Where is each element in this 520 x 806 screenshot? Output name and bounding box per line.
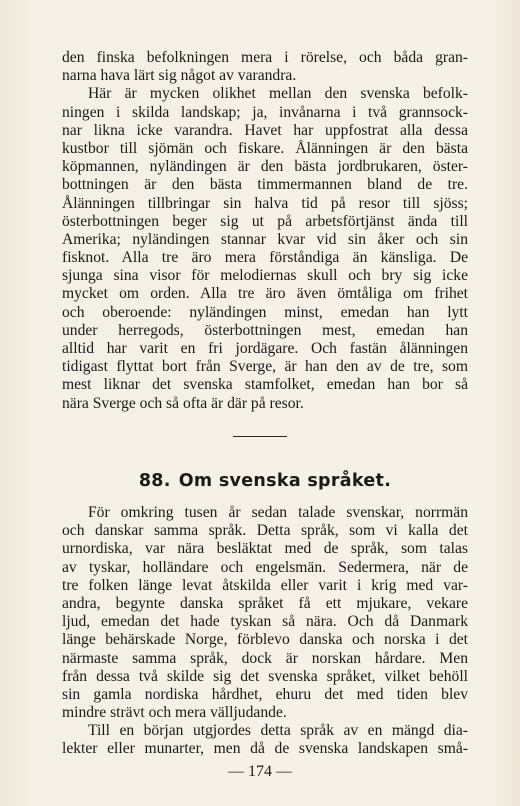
- text-line: närmaste samma språk, dock är norskan hårdare. Men: [62, 649, 468, 667]
- text-line: sin gamla nordiska hårdhet, ehuru det med tiden blev: [62, 685, 468, 703]
- text-line: från dessa två skilde sig det svenska språket, vilket behöll: [62, 667, 468, 685]
- text-line: kustbor till sjömän och fiskare. Ålänningen är den bästa: [62, 139, 468, 157]
- text-line: tidigast flyttat bort från Sverge, är han den av de tre, som: [62, 358, 468, 376]
- text-line: länge behärskade Norge, förblevo danska och norska i det: [62, 631, 468, 649]
- section-divider: [233, 436, 287, 437]
- text-line: mest liknar det svenska stamfolket, emedan han bor så: [62, 376, 468, 394]
- text-line: fisknot. Alla tre äro mera förståndiga än känsliga. De: [62, 249, 468, 267]
- text-line: För omkring tusen år sedan talade svenskar, norrmän: [88, 504, 468, 521]
- section-heading: [62, 470, 468, 492]
- section-title: Om svenska språket.: [178, 471, 392, 491]
- text-line: under herregods, österbottningen mest, emedan han: [62, 321, 468, 339]
- text-line: mycket om orden. Alla tre äro även ömtåliga om frihet: [62, 285, 468, 303]
- section-number: 88.: [138, 471, 171, 491]
- text-line: ljud, emedan det hade tyskan så nära. Och då Danmark: [62, 613, 468, 631]
- text-line: den finska befolkningen mera i rörelse, och båda gran-: [62, 49, 468, 66]
- text-line: Till en början utgjordes detta språk av en mängd dia-: [88, 722, 468, 740]
- text-line: bottningen är den bästa timmermannen bland de tre.: [62, 176, 468, 194]
- text-line: Här är mycken olikhet mellan den svenska befolk-: [88, 85, 468, 103]
- text-line: nära Sverge och så ofta är där på resor.: [62, 394, 304, 412]
- text-line: tre folken länge levat åtskilda eller varit i krig med var-: [62, 576, 468, 594]
- text-line: ningen i skilda landskap; ja, invånarna i två grannsock-: [62, 103, 468, 121]
- text-line: och danskar samma språk. Detta språk, som vi kalla det: [62, 522, 468, 540]
- page-number: — 174 —: [228, 763, 292, 780]
- text-line: av tyskar, holländare och engelsmän. Sedermera, när de: [62, 558, 468, 576]
- text-line: österbottningen beger sig ut på arbetsförtjänst ända till: [62, 212, 468, 230]
- paragraph-block-2: [62, 504, 468, 759]
- text-line: andra, begynte danska språket få ett mjukare, vekare: [62, 594, 468, 612]
- text-line: sjunga sina visor för melodiernas skull och bry sig icke: [62, 267, 468, 285]
- text-line: Amerika; nyländingen stannar kvar vid sin åker och sin: [62, 230, 468, 248]
- text-line: alltid har varit en fri jordägare. Och fastän ålänningen: [62, 340, 468, 357]
- text-line: narna hava lärt sig något av varandra.: [62, 67, 297, 85]
- text-line: lekter eller munarter, men då de svenska landskapen små-: [62, 740, 468, 758]
- text-line: Ålänningen tillbringar sin halva tid på resor till sjöss;: [62, 194, 468, 212]
- text-line: urnordiska, var nära besläktat med de språk, som talas: [62, 540, 468, 558]
- text-line: och oberoende: nyländingen minst, emedan han lytt: [62, 303, 468, 321]
- paragraph-block-1: [62, 49, 468, 413]
- text-line: mindre strävt och mera välljudande.: [62, 704, 287, 722]
- text-line: nar likna icke varandra. Havet har uppfostrat alla dessa: [62, 121, 468, 139]
- text-line: köpmannen, nyländingen är den bästa jordbrukaren, öster-: [62, 158, 468, 176]
